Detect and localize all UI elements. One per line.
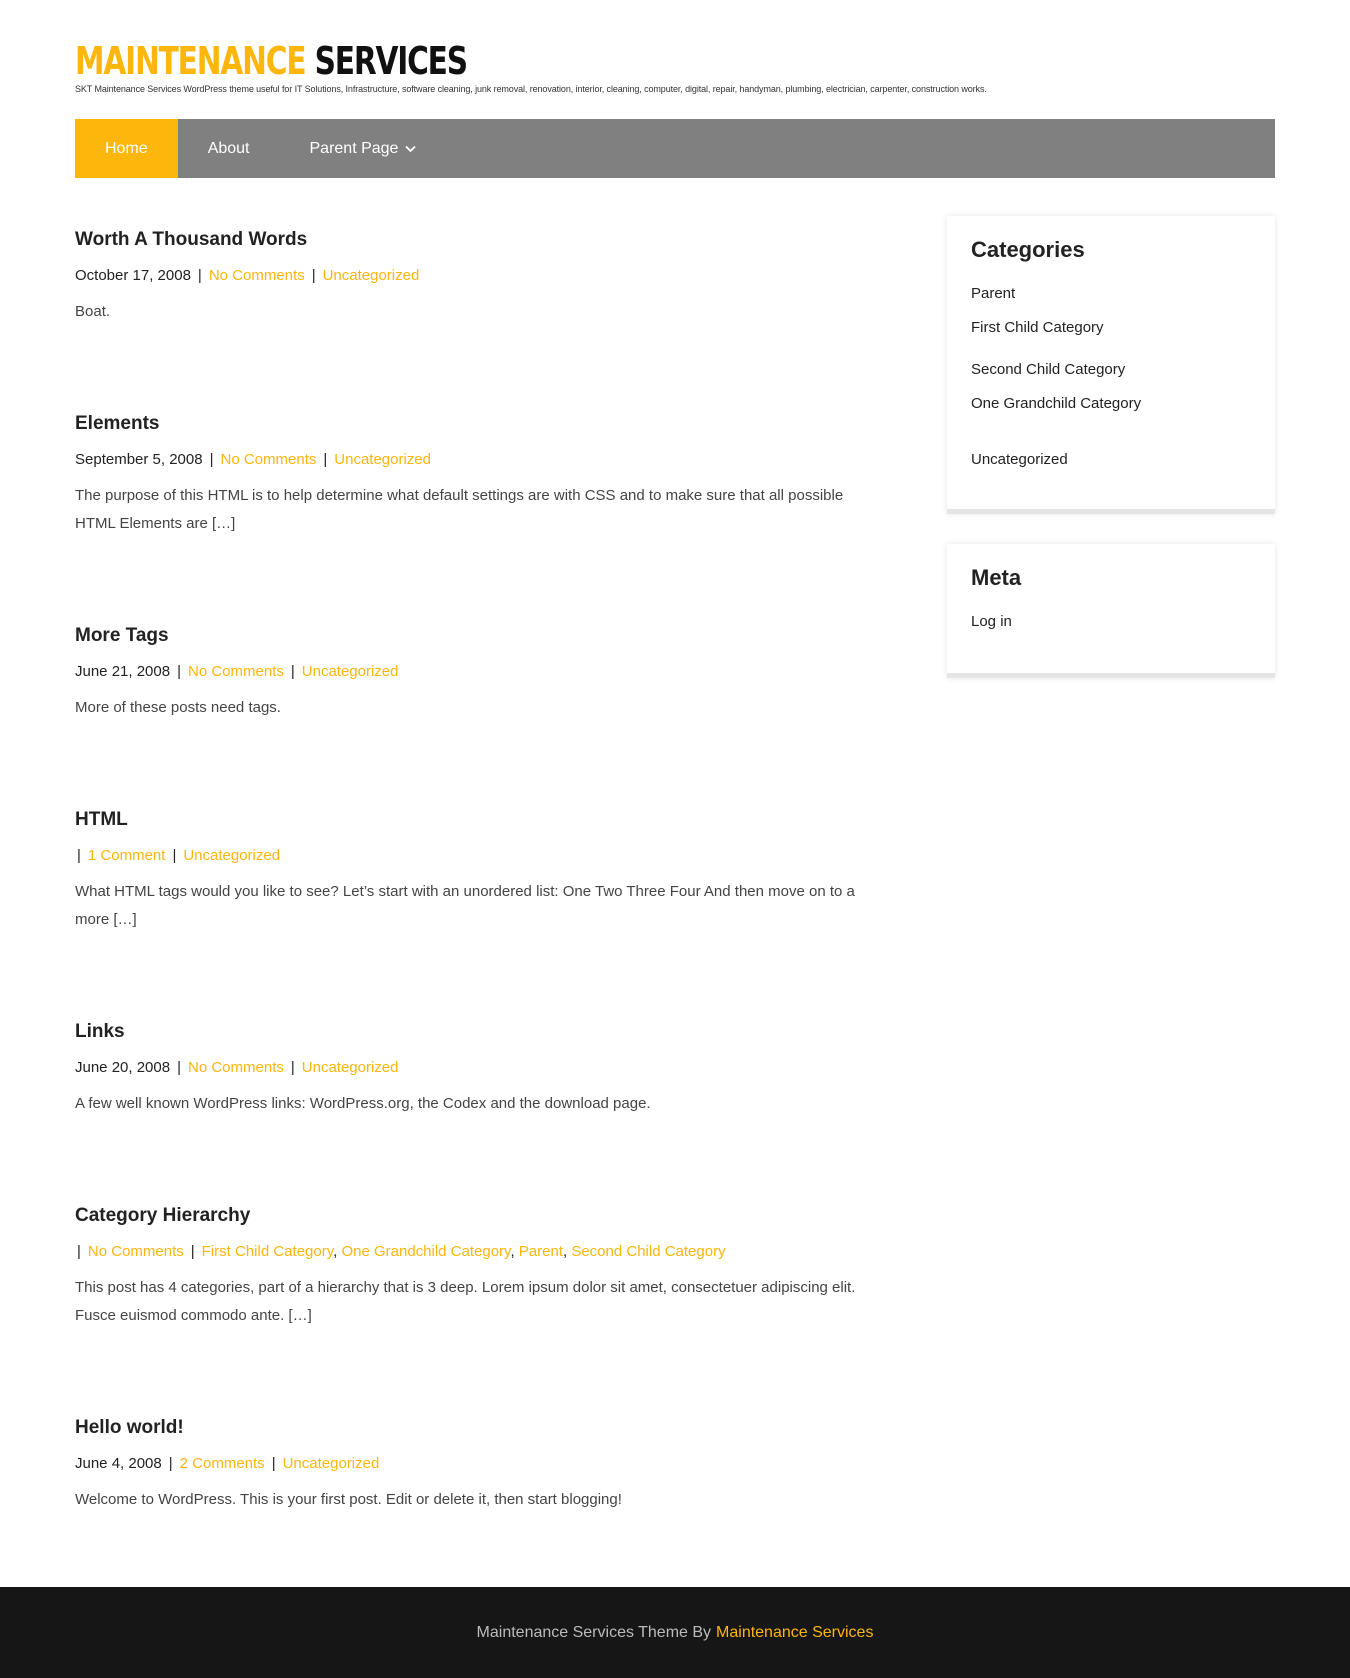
- logo-accent-text: MAINTENANCE: [75, 39, 306, 83]
- post: [75, 808, 875, 1020]
- meta-separator: |: [323, 451, 328, 468]
- post-meta: [75, 1058, 875, 1078]
- post-category-link[interactable]: Uncategorized: [334, 451, 431, 468]
- post-title[interactable]: HTML: [75, 809, 128, 830]
- post-comments-link[interactable]: No Comments: [188, 663, 284, 680]
- categories-list: [971, 284, 1251, 470]
- post-date: October 17, 2008: [75, 267, 191, 284]
- post-comments-link[interactable]: 1 Comment: [87, 847, 166, 864]
- meta-separator: |: [311, 267, 316, 284]
- post-category-link[interactable]: Uncategorized: [322, 267, 420, 284]
- meta-separator: |: [177, 1059, 181, 1076]
- nav-item-label: About: [207, 139, 250, 157]
- post-category-link[interactable]: Second Child Category: [571, 1243, 726, 1260]
- post-excerpt: The purpose of this HTML is to help determine what default settings are with CSS and to make sure that all possible HTML Elements are […]: [75, 487, 844, 532]
- sidebar: [947, 216, 1275, 678]
- post-category-link[interactable]: First Child Category: [201, 1243, 334, 1260]
- post-meta: | No Comments | First Child Category, One Grandchild Category, Parent, Second Child Category: [77, 1243, 726, 1260]
- post-excerpt: What HTML tags would you like to see? Let’s start with an unordered list: One Two Three Four And then move on to a more […]: [75, 883, 855, 928]
- site-header: [75, 40, 1275, 94]
- site-logo[interactable]: [75, 40, 1011, 82]
- category-item-uncategorized[interactable]: Uncategorized: [971, 451, 1068, 468]
- meta-separator: |: [290, 663, 295, 680]
- meta-separator: |: [77, 847, 81, 864]
- post-title[interactable]: Worth A Thousand Words: [75, 229, 308, 250]
- post-excerpt: A few well known WordPress links: WordPress.org, the Codex and the download page.: [75, 1095, 651, 1112]
- post-title[interactable]: Elements: [75, 413, 160, 434]
- nav-item-label: Home: [105, 139, 148, 157]
- post: [75, 1020, 875, 1204]
- post-list: [75, 228, 875, 1536]
- post-category-link[interactable]: Uncategorized: [282, 1455, 380, 1472]
- post: [75, 228, 875, 412]
- chevron-down-icon: [405, 142, 416, 156]
- meta-separator: |: [197, 267, 202, 284]
- nav-item-label: Parent Page: [309, 139, 399, 157]
- meta-separator: |: [290, 1059, 295, 1076]
- post: [75, 624, 875, 808]
- post-date: September 5, 2008: [75, 451, 203, 468]
- post: [75, 412, 875, 624]
- logo-dark-text: SERVICES: [314, 39, 467, 83]
- post-comments-link[interactable]: No Comments: [188, 1059, 284, 1076]
- meta-separator: |: [77, 1243, 81, 1260]
- post-comments-link[interactable]: No Comments: [220, 451, 317, 468]
- post-category-link[interactable]: One Grandchild Category: [341, 1243, 511, 1260]
- post-excerpt: Welcome to WordPress. This is your first post. Edit or delete it, then start blogging!: [75, 1491, 622, 1508]
- meta-list: [971, 612, 1251, 632]
- meta-item-log-in[interactable]: Log in: [971, 613, 1012, 630]
- meta-separator: |: [168, 1455, 173, 1472]
- nav-item-home[interactable]: [75, 119, 178, 178]
- post-title[interactable]: Hello world!: [75, 1417, 184, 1438]
- post-meta: [75, 1454, 875, 1474]
- post-meta: [75, 266, 875, 286]
- meta-separator: |: [177, 663, 181, 680]
- footer-link[interactable]: Maintenance Services: [716, 1623, 874, 1641]
- meta-separator: |: [209, 451, 214, 468]
- post-title[interactable]: Links: [75, 1021, 125, 1042]
- meta-widget: [947, 544, 1275, 678]
- main-nav: [75, 119, 1275, 178]
- post-category-link[interactable]: Parent: [518, 1243, 563, 1260]
- post-date: June 4, 2008: [75, 1455, 162, 1472]
- meta-separator: |: [172, 847, 177, 864]
- site-tagline: SKT Maintenance Services WordPress theme useful for IT Solutions, Infrastructure, software cleaning, junk removal, renovation, interior, cleaning, computer, digital, repair, handyman, plumbing, electrician, carpenter, construction works.: [75, 84, 987, 94]
- post-excerpt: Boat.: [75, 303, 111, 320]
- categories-widget: [947, 216, 1275, 514]
- category-item-first-child[interactable]: First Child Category: [971, 319, 1104, 336]
- post-comments-link[interactable]: No Comments: [208, 267, 305, 284]
- post-comments-link[interactable]: No Comments: [87, 1243, 184, 1260]
- post-date: June 21, 2008: [75, 663, 171, 680]
- site-footer: [0, 1587, 1350, 1678]
- post-meta: [75, 662, 875, 682]
- post: [75, 1204, 875, 1416]
- post-category-link[interactable]: Uncategorized: [183, 847, 281, 864]
- post-meta: [75, 846, 875, 866]
- category-item-one-grandchild[interactable]: One Grandchild Category: [971, 395, 1142, 412]
- category-item-parent[interactable]: Parent: [971, 285, 1016, 302]
- widget-title: Meta: [971, 565, 1022, 590]
- post-category-link[interactable]: Uncategorized: [301, 663, 399, 680]
- nav-item-parent-page[interactable]: [280, 119, 447, 178]
- nav-item-about[interactable]: [178, 119, 280, 178]
- post-meta: [75, 450, 875, 470]
- post-excerpt: More of these posts need tags.: [75, 699, 281, 716]
- post-excerpt: This post has 4 categories, part of a hierarchy that is 3 deep. Lorem ipsum dolor sit amet, consectetuer adipiscing elit. Fusce euismod commodo ante. […]: [75, 1279, 856, 1324]
- meta-separator: |: [190, 1243, 195, 1260]
- meta-separator: |: [271, 1455, 276, 1472]
- post-title[interactable]: Category Hierarchy: [75, 1205, 251, 1226]
- post: [75, 1416, 875, 1536]
- post-comments-link[interactable]: 2 Comments: [179, 1455, 265, 1472]
- post-date: June 20, 2008: [75, 1059, 171, 1076]
- post-title[interactable]: More Tags: [75, 625, 169, 646]
- post-category-link[interactable]: Uncategorized: [301, 1059, 399, 1076]
- widget-title: Categories: [971, 237, 1085, 262]
- category-item-second-child[interactable]: Second Child Category: [971, 361, 1126, 378]
- footer-text: Maintenance Services Theme By: [476, 1623, 712, 1641]
